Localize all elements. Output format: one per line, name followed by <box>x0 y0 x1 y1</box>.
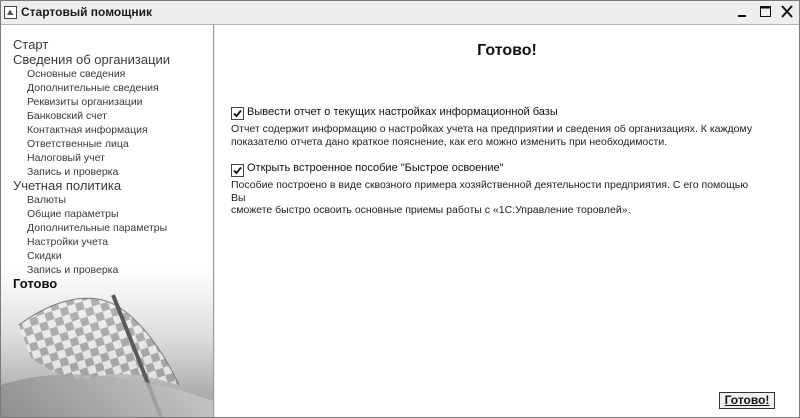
checkmark-icon <box>232 108 243 119</box>
close-button[interactable] <box>777 3 797 21</box>
maximize-icon <box>755 3 775 21</box>
report-checkbox[interactable] <box>231 107 244 120</box>
description-line: показателю отчета дано краткое пояснение, как его можно изменить при необходимости. <box>231 135 668 148</box>
close-icon <box>777 3 797 21</box>
nav-step-save-check-policy[interactable]: Запись и проверка <box>27 264 119 276</box>
window-title: Стартовый помощник <box>21 5 152 19</box>
maximize-button[interactable] <box>755 3 775 21</box>
nav-step-responsible-persons[interactable]: Ответственные лица <box>27 138 129 150</box>
nav-step-basic-info[interactable]: Основные сведения <box>27 68 126 80</box>
nav-step-tax-accounting[interactable]: Налоговый учет <box>27 152 105 164</box>
description-line: Пособие построено в виде сквозного примера хозяйственной деятельности предприятия. С его помощью Вы <box>231 179 749 204</box>
report-description <box>231 123 761 148</box>
title-bar[interactable] <box>1 1 799 25</box>
tutorial-checkbox-label[interactable]: Открыть встроенное пособие "Быстрое освоение" <box>247 162 504 174</box>
nav-step-general-params[interactable]: Общие параметры <box>27 208 119 220</box>
tutorial-description <box>231 179 761 217</box>
nav-section-organization[interactable]: Сведения об организации <box>13 52 171 67</box>
minimize-icon <box>732 3 752 21</box>
nav-step-additional-info[interactable]: Дополнительные сведения <box>27 82 159 94</box>
description-line: сможете быстро освоить основные приемы работы с «1С:Управление торовлей». <box>231 204 631 216</box>
tutorial-checkbox[interactable] <box>231 164 244 177</box>
steps-sidebar <box>1 25 214 417</box>
nav-step-start[interactable]: Старт <box>13 37 49 52</box>
app-icon <box>4 6 17 19</box>
report-checkbox-label[interactable]: Вывести отчет о текущих настройках информационной базы <box>247 106 558 118</box>
nav-step-contact-info[interactable]: Контактная информация <box>27 124 148 136</box>
minimize-button[interactable] <box>732 3 752 21</box>
nav-step-bank-account[interactable]: Банковский счет <box>27 110 107 122</box>
nav-step-additional-params[interactable]: Дополнительные параметры <box>27 222 168 234</box>
checkmark-icon <box>232 165 243 176</box>
nav-section-accounting-policy[interactable]: Учетная политика <box>13 178 122 193</box>
description-line: Отчет содержит информацию о настройках учета на предприятии и сведения об организациях. К каждому <box>231 123 753 135</box>
page-title: Готово! <box>477 42 537 59</box>
nav-step-discounts[interactable]: Скидки <box>27 250 62 262</box>
content-panel <box>215 25 799 417</box>
nav-step-save-check-org[interactable]: Запись и проверка <box>27 166 119 178</box>
nav-step-accounting-settings[interactable]: Настройки учета <box>27 236 109 248</box>
nav-step-currencies[interactable]: Валюты <box>27 194 66 206</box>
nav-step-org-details[interactable]: Реквизиты организации <box>27 96 143 108</box>
nav-step-done[interactable]: Готово <box>13 276 58 291</box>
finish-button[interactable]: Готово! <box>719 392 775 409</box>
